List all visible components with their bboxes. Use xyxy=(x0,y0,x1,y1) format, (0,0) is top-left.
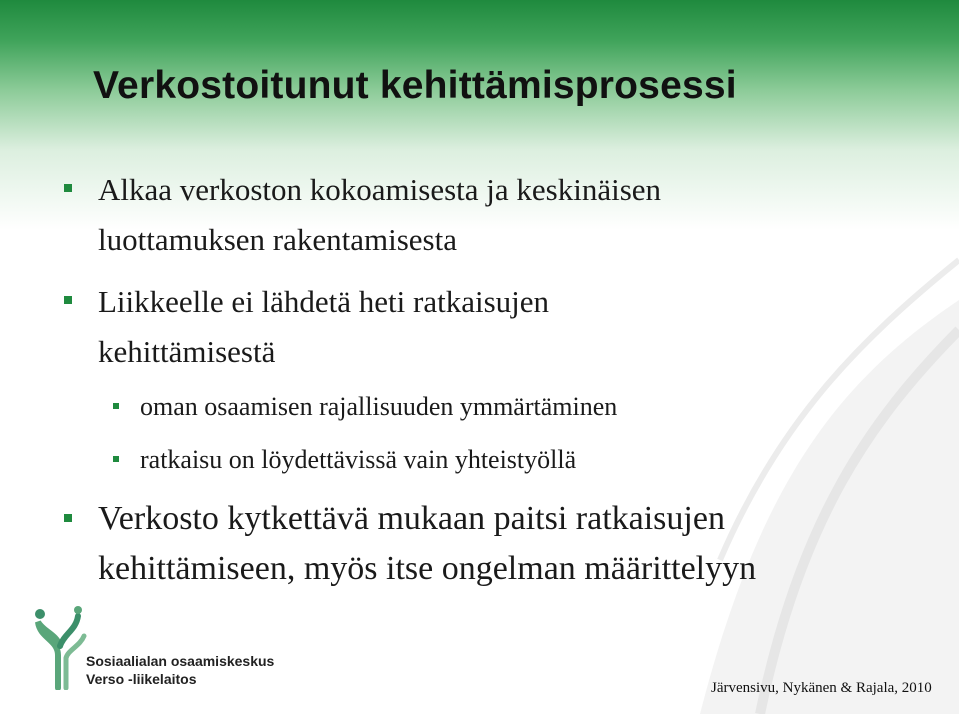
bullet-1-line-2: luottamuksen rakentamisesta xyxy=(98,222,457,257)
sub-bullet-2: ratkaisu on löydettävissä vain yhteistyöllä xyxy=(140,445,577,474)
bullet-2-line-2: kehittämisestä xyxy=(98,334,276,369)
bullet-1-line-1: Alkaa verkoston kokoamisesta ja keskinäisen xyxy=(98,172,662,207)
slide-title: Verkostoitunut kehittämisprosessi xyxy=(93,64,737,107)
organization-name xyxy=(86,652,274,688)
bullet-marker xyxy=(64,184,72,192)
bullet-marker xyxy=(64,296,72,304)
sub-bullet-1: oman osaamisen rajallisuuden ymmärtäminen xyxy=(140,392,618,421)
bullet-3-line-2: kehittämiseen, myös itse ongelman määrittelyyn xyxy=(98,550,757,587)
organization-logo-icon xyxy=(30,600,90,690)
sub-bullet-marker xyxy=(113,403,119,409)
organization-name-line-1: Sosiaalialan osaamiskeskus xyxy=(86,653,275,669)
source-credit: Järvensivu, Nykänen & Rajala, 2010 xyxy=(711,680,932,696)
organization-name-line-2: Verso -liikelaitos xyxy=(86,671,197,687)
sub-bullet-marker xyxy=(113,456,119,462)
bullet-2-line-1: Liikkeelle ei lähdetä heti ratkaisujen xyxy=(98,284,550,319)
bullet-marker xyxy=(64,514,72,522)
bullet-3-line-1: Verkosto kytkettävä mukaan paitsi ratkaisujen xyxy=(98,500,725,537)
